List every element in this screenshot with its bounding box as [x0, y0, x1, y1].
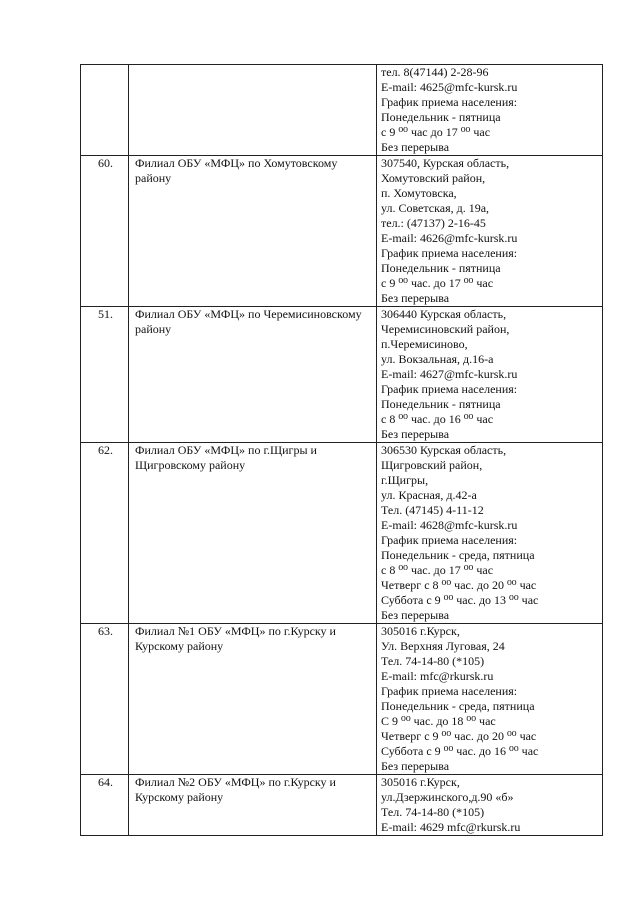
info-line: Тел. 74-14-80 (*105)	[381, 805, 485, 819]
info-line: График приема населения:	[381, 533, 518, 547]
info-line: 307540, Курская область,	[381, 156, 510, 170]
info-line: С 9 ⁰⁰ час. до 18 ⁰⁰ час	[381, 714, 496, 728]
info-line: График приема населения:	[381, 95, 518, 109]
info-line: тел. 8(47144) 2-28-96	[381, 65, 489, 79]
info-line: с 9 ⁰⁰ час до 17 ⁰⁰ час	[381, 125, 491, 139]
info-line: Щигровский район,	[381, 458, 483, 472]
row-number: 64.	[81, 775, 129, 836]
branch-name: Филиал №1 ОБУ «МФЦ» по г.Курску и Курскому району	[129, 624, 377, 775]
info-line: График приема населения:	[381, 382, 518, 396]
branch-contact-info	[377, 156, 603, 307]
table-row	[81, 624, 603, 775]
info-line: Без перерыва	[381, 291, 450, 305]
info-line: п. Хомутовска,	[381, 186, 457, 200]
info-line: ул. Вокзальная, д.16-а	[381, 352, 494, 366]
info-line: E-mail: mfc@rkursk.ru	[381, 669, 494, 683]
info-line: Без перерыва	[381, 759, 450, 773]
info-line: г.Щигры,	[381, 473, 429, 487]
row-number: 60.	[81, 156, 129, 307]
branch-contact-info	[377, 775, 603, 836]
info-line: Без перерыва	[381, 427, 450, 441]
info-line: Тел. 74-14-80 (*105)	[381, 654, 485, 668]
info-line: тел.: (47137) 2-16-45	[381, 216, 486, 230]
info-line: Тел. (47145) 4-11-12	[381, 503, 484, 517]
info-line: 305016 г.Курск,	[381, 624, 460, 638]
branch-name	[129, 65, 377, 156]
info-line: Суббота с 9 ⁰⁰ час. до 16 ⁰⁰ час	[381, 744, 539, 758]
info-line: График приема населения:	[381, 684, 518, 698]
info-line: E-mail: 4628@mfc-kursk.ru	[381, 518, 518, 532]
table-row	[81, 156, 603, 307]
table-row	[81, 775, 603, 836]
info-line: Понедельник - среда, пятница	[381, 548, 535, 562]
info-line: Черемисиновский район,	[381, 322, 510, 336]
info-line: Понедельник - среда, пятница	[381, 699, 535, 713]
info-line: п.Черемисиново,	[381, 337, 468, 351]
info-line: с 8 ⁰⁰ час. до 16 ⁰⁰ час	[381, 412, 494, 426]
info-line: E-mail: 4627@mfc-kursk.ru	[381, 367, 518, 381]
info-line: Четверг с 9 ⁰⁰ час. до 20 ⁰⁰ час	[381, 729, 537, 743]
branch-contact-info	[377, 443, 603, 624]
branch-name: Филиал ОБУ «МФЦ» по г.Щигры и Щигровскому району	[129, 443, 377, 624]
info-line: Ул. Верхняя Луговая, 24	[381, 639, 505, 653]
branch-name: Филиал №2 ОБУ «МФЦ» по г.Курску и Курскому району	[129, 775, 377, 836]
branch-name: Филиал ОБУ «МФЦ» по Хомутовскому району	[129, 156, 377, 307]
row-number	[81, 65, 129, 156]
info-line: Без перерыва	[381, 140, 450, 154]
row-number: 63.	[81, 624, 129, 775]
info-line: Без перерыва	[381, 608, 450, 622]
info-line: Понедельник - пятница	[381, 261, 501, 275]
table-row	[81, 65, 603, 156]
info-line: Хомутовский район,	[381, 171, 486, 185]
info-line: E-mail: 4626@mfc-kursk.ru	[381, 231, 518, 245]
info-line: E-mail: 4629 mfc@rkursk.ru	[381, 820, 521, 834]
info-line: ул. Красная, д.42-а	[381, 488, 477, 502]
branch-name: Филиал ОБУ «МФЦ» по Черемисиновскому району	[129, 307, 377, 443]
table-row	[81, 307, 603, 443]
info-line: Четверг с 8 ⁰⁰ час. до 20 ⁰⁰ час	[381, 578, 537, 592]
info-line: 305016 г.Курск,	[381, 775, 460, 789]
row-number: 62.	[81, 443, 129, 624]
info-line: Понедельник - пятница	[381, 110, 501, 124]
info-line: 306440 Курская область,	[381, 307, 507, 321]
info-line: ул. Советская, д. 19а,	[381, 201, 490, 215]
info-line: Суббота с 9 ⁰⁰ час. до 13 ⁰⁰ час	[381, 593, 539, 607]
info-line: График приема населения:	[381, 246, 518, 260]
row-number: 51.	[81, 307, 129, 443]
info-line: с 8 ⁰⁰ час. до 17 ⁰⁰ час	[381, 563, 494, 577]
branches-table	[80, 64, 603, 836]
branch-contact-info	[377, 307, 603, 443]
branch-contact-info	[377, 65, 603, 156]
info-line: с 9 ⁰⁰ час. до 17 ⁰⁰ час	[381, 276, 494, 290]
table-body	[81, 65, 603, 836]
info-line: Понедельник - пятница	[381, 397, 501, 411]
info-line: ул.Дзержинского,д.90 «б»	[381, 790, 514, 804]
branch-contact-info	[377, 624, 603, 775]
info-line: E-mail: 4625@mfc-kursk.ru	[381, 80, 518, 94]
info-line: 306530 Курская область,	[381, 443, 507, 457]
table-row	[81, 443, 603, 624]
